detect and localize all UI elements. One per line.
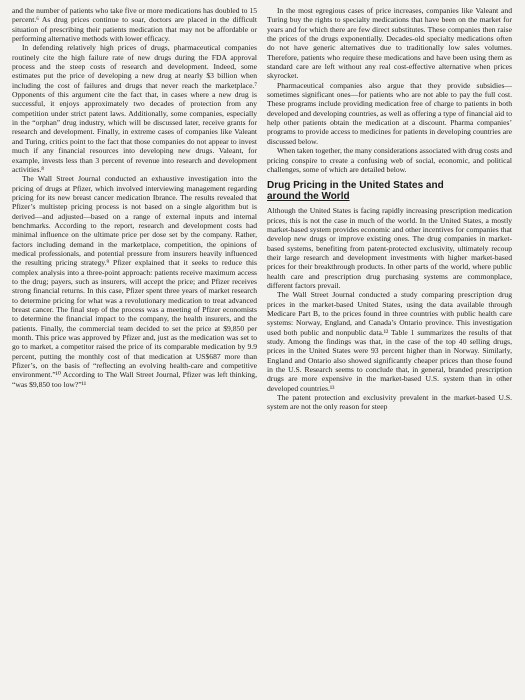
left-column — [12, 6, 257, 412]
paragraph: The Wall Street Journal conducted a study comparing prescription drug prices in the market-based United States, using the data available through Medicare Part B, to the prices found in three countries with public health care systems: Norway, England, and Canada’s Ontario province. This investigation used both public and nonpublic data.¹² Table 1 summarizes the results of that study. Among the findings was that, in the case of the top 40 selling drugs, prices in the United States were 93 percent higher than in Norway. Similarly, England and Ontario also showed significantly cheaper prices than those found in the U.S. Research seems to conclude that, in general, branded prescription drugs are more expensive in the market-based U.S. system than in other developed countries.¹³ — [267, 290, 512, 393]
section-heading — [267, 180, 512, 202]
section-heading-line-2: around the World — [267, 191, 350, 203]
paragraph: The Wall Street Journal conducted an exhaustive investigation into the pricing of drugs at Pfizer, which involved interviewing management regarding pricing for its new breast cancer medication Ibrance. The results revealed that Pfizer’s multistep pricing process is not based on a single algorithm but is derived—and adjusted—based on a range of external inputs and internal benchmarks. According to the report, research and development costs had minimal influence on the ultimate price per dose set by the company. Rather, factors including demand in the marketplace, competition, the opinions of medical professionals, and potential pressure from insurers heavily influenced the resulting pricing strategy.⁹ Pfizer explained that it seeks to reduce this complex analysis into a three-point approach: patients receive maximum access to the drug; payers, such as insurers, will accept the price; and Pfizer receives strong financial returns. In this case, Pfizer spent three years of market research to determine pricing for what was a revolutionary medication to treat advanced breast cancer. The final step of the process was a meeting of Pfizer economists to determine the financial impact to the company, the health insurers, and the patients. Finally, the commercial team decided to set the price at $9,850 per month. This price was approved by Pfizer and, just as the medication was set to go to market, a competitor raised the price of its comparable medication by 9.9 percent, putting the monthly cost of that medication at US$687 more than Pfizer’s, on the basis of “reflecting an evolving health-care and competitive environment.”¹⁰ According to The Wall Street Journal, Pfizer was left thinking, “was $9,850 too low?”¹¹ — [12, 174, 257, 389]
paragraph: In the most egregious cases of price increases, companies like Valeant and Turing buy the rights to specialty medications that have been on the market for years and for which there are few direct substitutes. These companies then raise the prices of the drugs exponentially. Decades-old specialty medications often do not have generic alternatives due to traditionally low sales volumes. Therefore, patients who require these medications and have been using them as standard care are left without any real cost-effective alternative when prices skyrocket. — [267, 6, 512, 81]
two-column-body — [12, 6, 513, 412]
section-heading-line-1: Drug Pricing in the United States and — [267, 180, 444, 192]
paragraph: and the number of patients who take five or more medications has doubled to 15 percent.⁶ As drug prices continue to soar, doctors are placed in the difficult situation of prescribing their patients medication that may not be affordable or performing alternative methods with lower efficacy. — [12, 6, 257, 44]
paragraph: The patent protection and exclusivity prevalent in the market-based U.S. system are not the only reason for steep — [267, 393, 512, 412]
bottom-margin — [0, 610, 525, 700]
paragraph: Pharmaceutical companies also argue that they provide subsidies—sometimes significant ones—for patients who are not able to pay the full cost. These programs include providing medication free of charge to patients in both developed and developing countries, as well as offering a type of financial aid to help other patients obtain the medication at a discount. Pharma companies’ programs to provide access to medicines for patients in developing countries are discussed below. — [267, 80, 512, 146]
paragraph: Although the United States is facing rapidly increasing prescription medication prices, this is not the case in much of the world. In the United States, a mostly market-based system provides economic and other incentives for companies that develop new drugs or improve existing ones. The drug companies in market-based systems, benefiting from patent-protected exclusivity, ultimately recoup their large research and development investments with higher market-based prices for their breakthrough products. In other parts of the world, where public health care and prescription drug purchasing systems are commonplace, different factors prevail. — [267, 206, 512, 290]
paragraph: In defending relatively high prices of drugs, pharmaceutical companies routinely cite the high failure rate of new drugs during the FDA approval process and the steep costs of research and development. Indeed, some estimates put the price of developing a new drug at nearly $3 billion when including the cost of failures and drugs that never reach the marketplace.⁷ Opponents of this argument cite the fact that, in cases where a new drug is successful, it enjoys approximately two decades of protection from any competition under strict patent laws. Additionally, some companies, especially in the “orphan” drug industry, which will be discussed later, receive grants for research and development. Finally, in extreme cases of companies like Valeant and Turing, critics point to the fact that those companies do not appear to invest much if any financial resources into developing new drugs. Valeant, for example, invests less than 3 percent of revenue into research and development activities.⁸ — [12, 43, 257, 174]
right-column — [267, 6, 512, 412]
paragraph: When taken together, the many considerations associated with drug costs and pricing conspire to create a confusing web of social, economic, and political challenges, some of which are detailed below. — [267, 146, 512, 174]
